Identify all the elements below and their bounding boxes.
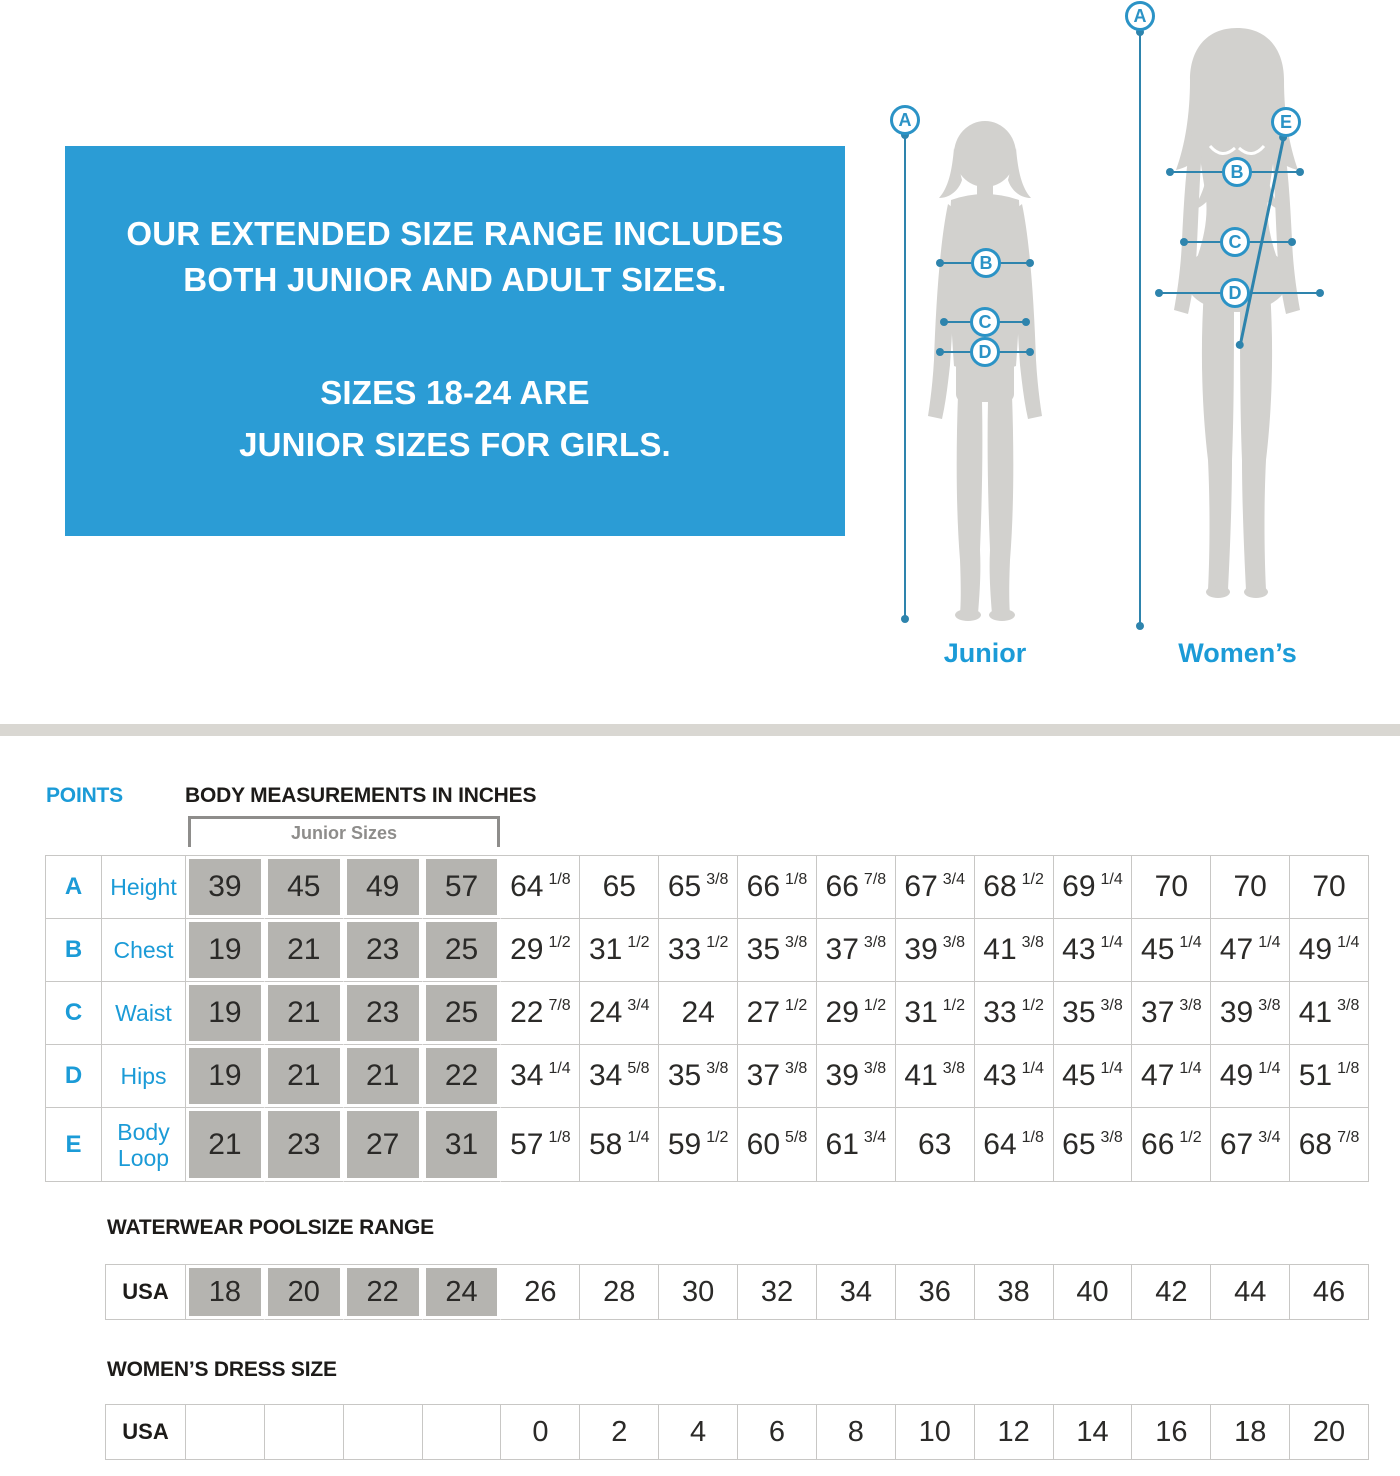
adult-size-cell <box>1290 1108 1369 1182</box>
poolsize-table <box>105 1264 1369 1320</box>
measurement-value: 69 <box>1062 870 1096 903</box>
measurement-value: 37 <box>825 933 859 966</box>
poolsize-adult-cell: 32 <box>738 1265 817 1320</box>
dress-size-cell: 6 <box>738 1405 817 1460</box>
poolsize-heading: WATERWEAR POOLSIZE RANGE <box>107 1216 434 1239</box>
measurement-fraction: 3/8 <box>785 1060 808 1077</box>
adult-size-cell <box>1290 982 1369 1045</box>
measurement-fraction: 3/8 <box>1179 997 1202 1014</box>
adult-size-cell <box>1054 1108 1133 1182</box>
junior-size-cell: 23 <box>344 982 423 1045</box>
measurement-fraction: 3/8 <box>706 1060 729 1077</box>
measurement-value: 51 <box>1298 1059 1333 1092</box>
measurement-value: 41 <box>983 933 1017 966</box>
junior-size-cell: 45 <box>265 856 344 919</box>
junior-size-cell: 21 <box>265 982 344 1045</box>
junior-size-cell: 39 <box>186 856 265 919</box>
adult-size-cell <box>501 919 580 982</box>
measurement-value: 27 <box>746 996 781 1029</box>
dress-usa-label-cell: USA <box>106 1405 186 1460</box>
junior-height-line <box>904 134 906 620</box>
junior-silhouette <box>898 120 1072 622</box>
point-letter-cell: C <box>46 982 102 1045</box>
measurement-fraction: 3/4 <box>1258 1128 1281 1146</box>
point-label-cell: Body Loop <box>102 1108 186 1182</box>
measurement-fraction: 1/4 <box>1100 934 1123 951</box>
point-letter-cell: E <box>46 1108 102 1182</box>
body-measurements-heading: BODY MEASUREMENTS IN INCHES <box>185 784 537 807</box>
measurement-fraction: 1/2 <box>1021 997 1044 1014</box>
measurement-value: 37 <box>1141 996 1175 1029</box>
measurement-value: 61 <box>825 1127 859 1161</box>
dress-size-table <box>105 1404 1369 1460</box>
poolsize-junior-cell: 24 <box>423 1265 502 1320</box>
measurement-value: 49 <box>1219 1059 1254 1092</box>
adult-size-cell <box>501 1108 580 1182</box>
measurement-value: 31 <box>904 996 938 1029</box>
banner-text-secondary <box>239 367 671 471</box>
poolsize-adult-cell: 38 <box>975 1265 1054 1320</box>
poolsize-adult-cell: 28 <box>580 1265 659 1320</box>
junior-size-cell: 19 <box>186 1045 265 1108</box>
info-banner <box>65 146 845 536</box>
point-letter-cell: B <box>46 919 102 982</box>
measurement-value: 65 <box>667 870 702 903</box>
poolsize-junior-cell: 22 <box>344 1265 423 1320</box>
adult-size-cell <box>1211 1108 1290 1182</box>
adult-size-cell <box>738 1045 817 1108</box>
measurement-value: 70 <box>1233 870 1267 903</box>
adult-size-cell <box>1132 1108 1211 1182</box>
dress-size-cell: 8 <box>817 1405 896 1460</box>
banner-line: BOTH JUNIOR AND ADULT SIZES. <box>183 261 727 298</box>
womens-height-line <box>1139 31 1141 627</box>
measurement-fraction: 1/2 <box>785 997 808 1014</box>
adult-size-cell <box>738 856 817 919</box>
dress-empty-cell <box>423 1405 502 1460</box>
measurement-value: 35 <box>1062 996 1096 1029</box>
junior-size-cell: 22 <box>423 1045 502 1108</box>
measurement-fraction: 1/4 <box>1258 1060 1281 1077</box>
measurement-fraction: 1/4 <box>1258 934 1281 951</box>
junior-size-cell: 23 <box>265 1108 344 1182</box>
adult-size-cell <box>1132 982 1211 1045</box>
measurement-fraction: 1/4 <box>1021 1060 1044 1077</box>
womens-point-d-marker: D <box>1220 278 1250 308</box>
measurement-fraction: 1/4 <box>548 1060 571 1077</box>
measurement-fraction: 1/8 <box>785 871 808 888</box>
junior-point-c-marker: C <box>970 307 1000 337</box>
adult-size-cell <box>580 982 659 1045</box>
adult-size-cell <box>1290 1045 1369 1108</box>
poolsize-junior-cell: 18 <box>186 1265 265 1320</box>
measurement-value: 34 <box>510 1059 544 1092</box>
measurement-value: 41 <box>904 1059 938 1092</box>
measurement-fraction: 1/2 <box>942 997 966 1014</box>
measurement-value: 67 <box>1219 1127 1254 1161</box>
measurement-value: 29 <box>510 933 544 966</box>
measurement-value: 39 <box>904 933 938 966</box>
measurement-fraction: 3/4 <box>627 997 650 1014</box>
adult-size-cell <box>1211 1045 1290 1108</box>
measurement-fraction: 3/8 <box>863 1060 887 1077</box>
point-label-cell: Height <box>102 856 186 919</box>
measurement-value: 43 <box>1062 933 1096 966</box>
adult-size-cell <box>1132 919 1211 982</box>
measurement-value: 59 <box>667 1127 702 1161</box>
measurement-fraction: 1/2 <box>548 934 571 951</box>
measurement-fraction: 1/4 <box>1100 871 1123 888</box>
junior-size-cell: 25 <box>423 919 502 982</box>
poolsize-adult-cell: 30 <box>659 1265 738 1320</box>
adult-size-cell <box>1211 856 1290 919</box>
measurement-fraction: 7/8 <box>1337 1128 1360 1146</box>
adult-size-cell <box>1290 856 1369 919</box>
measurement-fraction: 7/8 <box>863 871 887 888</box>
measurement-value: 35 <box>746 933 781 966</box>
measurement-fraction: 1/2 <box>706 1128 729 1146</box>
womens-point-a-marker: A <box>1125 1 1155 31</box>
measurement-value: 66 <box>746 870 781 903</box>
adult-size-cell <box>738 1108 817 1182</box>
measurement-value: 37 <box>746 1059 781 1092</box>
dress-size-cell: 14 <box>1054 1405 1133 1460</box>
adult-size-cell <box>659 1045 738 1108</box>
measurement-fraction: 1/8 <box>548 871 571 888</box>
measurement-value: 24 <box>681 996 715 1029</box>
dress-empty-cell <box>265 1405 344 1460</box>
measurement-fraction: 1/2 <box>706 934 729 951</box>
adult-size-cell <box>1211 982 1290 1045</box>
adult-size-cell <box>580 856 659 919</box>
measurement-fraction: 1/4 <box>1179 934 1202 951</box>
measurement-fraction: 3/8 <box>1258 997 1281 1014</box>
junior-point-a-marker: A <box>890 105 920 135</box>
dress-size-cell: 20 <box>1290 1405 1369 1460</box>
adult-size-cell <box>501 856 580 919</box>
measurement-value: 65 <box>1062 1127 1096 1161</box>
measurement-value: 39 <box>1219 996 1254 1029</box>
measurement-fraction: 1/4 <box>627 1128 650 1146</box>
measurement-value: 43 <box>983 1059 1017 1092</box>
poolsize-adult-cell: 44 <box>1211 1265 1290 1320</box>
banner-line: OUR EXTENDED SIZE RANGE INCLUDES <box>126 215 784 252</box>
dress-empty-cell <box>344 1405 423 1460</box>
measurement-fraction: 1/2 <box>863 997 887 1014</box>
measurement-value: 57 <box>510 1127 544 1161</box>
measurement-value: 47 <box>1141 1059 1175 1092</box>
womens-point-e-marker: E <box>1271 107 1301 137</box>
measurement-fraction: 1/8 <box>548 1128 571 1146</box>
measurement-fraction: 1/2 <box>627 934 650 951</box>
measurement-value: 66 <box>1141 1127 1175 1161</box>
womens-figure-label: Women’s <box>1178 638 1297 668</box>
point-label-cell: Hips <box>102 1045 186 1108</box>
banner-text-primary <box>126 211 783 303</box>
adult-size-cell <box>659 856 738 919</box>
banner-line: JUNIOR SIZES FOR GIRLS. <box>239 426 671 463</box>
measurement-value: 24 <box>588 996 623 1029</box>
dress-size-cell: 0 <box>501 1405 580 1460</box>
measurement-value: 29 <box>825 996 859 1029</box>
measurement-fraction: 3/8 <box>785 934 808 951</box>
poolsize-adult-cell: 46 <box>1290 1265 1369 1320</box>
measurement-fraction: 1/8 <box>1021 1128 1044 1146</box>
measurement-value: 22 <box>510 996 544 1029</box>
measurement-fraction: 3/8 <box>942 1060 966 1077</box>
junior-size-cell: 21 <box>186 1108 265 1182</box>
adult-size-cell <box>817 919 896 982</box>
measurement-value: 66 <box>825 870 859 903</box>
measurement-value: 67 <box>904 870 938 903</box>
adult-size-cell <box>896 982 975 1045</box>
adult-size-cell <box>1290 919 1369 982</box>
junior-point-b-marker: B <box>971 248 1001 278</box>
measurement-fraction: 1/2 <box>1021 871 1044 888</box>
adult-size-cell <box>1211 919 1290 982</box>
poolsize-junior-cell: 20 <box>265 1265 344 1320</box>
junior-sizes-bracket-label: Junior Sizes <box>290 822 398 843</box>
point-label-cell: Chest <box>102 919 186 982</box>
poolsize-adult-cell: 34 <box>817 1265 896 1320</box>
poolsize-adult-cell: 36 <box>896 1265 975 1320</box>
poolsize-usa-label-cell: USA <box>106 1265 186 1320</box>
point-label-cell: Waist <box>102 982 186 1045</box>
measurement-value: 47 <box>1219 933 1254 966</box>
point-letter-cell: A <box>46 856 102 919</box>
measurement-fraction: 1/4 <box>1179 1060 1202 1077</box>
measurement-value: 31 <box>588 933 623 966</box>
measurement-fraction: 3/8 <box>1100 997 1123 1014</box>
adult-size-cell <box>975 919 1054 982</box>
measurement-fraction: 3/8 <box>1021 934 1044 951</box>
adult-size-cell <box>975 982 1054 1045</box>
junior-size-cell: 49 <box>344 856 423 919</box>
measurement-value: 49 <box>1298 933 1333 966</box>
adult-size-cell <box>896 1045 975 1108</box>
adult-size-cell <box>1054 856 1133 919</box>
measurement-value: 60 <box>746 1127 781 1161</box>
adult-size-cell <box>738 982 817 1045</box>
junior-size-cell: 25 <box>423 982 502 1045</box>
section-divider <box>0 724 1400 736</box>
measurement-fraction: 5/8 <box>627 1060 650 1077</box>
measurement-value: 41 <box>1298 996 1333 1029</box>
adult-size-cell <box>659 1108 738 1182</box>
measurement-value: 33 <box>667 933 702 966</box>
measurement-fraction: 1/8 <box>1337 1060 1360 1077</box>
junior-size-cell: 21 <box>344 1045 423 1108</box>
adult-size-cell <box>975 1045 1054 1108</box>
dress-size-cell: 18 <box>1211 1405 1290 1460</box>
measurement-value: 64 <box>983 1127 1017 1161</box>
adult-size-cell <box>1132 1045 1211 1108</box>
measurement-value: 45 <box>1141 933 1175 966</box>
banner-line: SIZES 18-24 ARE <box>320 374 590 411</box>
measurement-fraction: 7/8 <box>548 997 571 1014</box>
adult-size-cell <box>659 982 738 1045</box>
poolsize-adult-cell: 42 <box>1132 1265 1211 1320</box>
adult-size-cell <box>1132 856 1211 919</box>
adult-size-cell <box>738 919 817 982</box>
point-letter-cell: D <box>46 1045 102 1108</box>
adult-size-cell <box>1054 919 1133 982</box>
points-heading: POINTS <box>46 784 123 807</box>
adult-size-cell <box>817 982 896 1045</box>
junior-size-cell: 19 <box>186 919 265 982</box>
adult-size-cell <box>501 982 580 1045</box>
adult-size-cell <box>1054 982 1133 1045</box>
dress-size-cell: 16 <box>1132 1405 1211 1460</box>
junior-point-d-marker: D <box>970 337 1000 367</box>
measurement-value: 34 <box>588 1059 623 1092</box>
poolsize-adult-cell: 26 <box>501 1265 580 1320</box>
measurement-fraction: 3/8 <box>942 934 966 951</box>
measurement-value: 68 <box>983 870 1017 903</box>
measurement-value: 68 <box>1298 1127 1333 1161</box>
junior-figure-label: Junior <box>943 638 1027 668</box>
measurement-value: 70 <box>1154 870 1189 903</box>
junior-sizes-bracket <box>188 816 500 847</box>
measurement-fraction: 3/8 <box>863 934 887 951</box>
junior-size-cell: 21 <box>265 1045 344 1108</box>
adult-size-cell <box>501 1045 580 1108</box>
adult-size-cell <box>817 1045 896 1108</box>
junior-size-cell: 27 <box>344 1108 423 1182</box>
dress-size-heading: WOMEN’S DRESS SIZE <box>107 1358 337 1381</box>
body-measurements-table <box>45 855 1369 1182</box>
adult-size-cell <box>817 1108 896 1182</box>
measurement-value: 35 <box>667 1059 702 1092</box>
dress-size-cell: 4 <box>659 1405 738 1460</box>
measurement-value: 63 <box>918 1127 952 1161</box>
dress-size-cell: 10 <box>896 1405 975 1460</box>
measurement-fraction: 3/8 <box>1337 997 1360 1014</box>
measurement-value: 65 <box>602 870 636 903</box>
measurement-value: 58 <box>588 1127 623 1161</box>
junior-size-cell: 31 <box>423 1108 502 1182</box>
measurement-fraction: 3/8 <box>1100 1128 1123 1146</box>
junior-size-cell: 23 <box>344 919 423 982</box>
measurement-fraction: 5/8 <box>785 1128 808 1146</box>
adult-size-cell <box>580 1108 659 1182</box>
womens-point-c-marker: C <box>1220 227 1250 257</box>
measurement-fraction: 3/4 <box>942 871 966 888</box>
junior-size-cell: 57 <box>423 856 502 919</box>
adult-size-cell <box>975 856 1054 919</box>
measurement-fraction: 3/8 <box>706 871 729 888</box>
measurement-value: 33 <box>983 996 1017 1029</box>
junior-size-cell: 21 <box>265 919 344 982</box>
adult-size-cell <box>817 856 896 919</box>
measurement-fraction: 1/4 <box>1100 1060 1123 1077</box>
adult-size-cell <box>896 856 975 919</box>
poolsize-adult-cell: 40 <box>1054 1265 1133 1320</box>
womens-point-b-marker: B <box>1222 157 1252 187</box>
measurement-value: 39 <box>825 1059 859 1092</box>
adult-size-cell <box>580 1045 659 1108</box>
measurement-value: 64 <box>510 870 544 903</box>
measurement-fraction: 1/4 <box>1337 934 1360 951</box>
adult-size-cell <box>659 919 738 982</box>
junior-size-cell: 19 <box>186 982 265 1045</box>
measurement-fraction: 3/4 <box>863 1128 887 1146</box>
adult-size-cell <box>1054 1045 1133 1108</box>
adult-size-cell <box>896 919 975 982</box>
adult-size-cell <box>975 1108 1054 1182</box>
measurement-value: 70 <box>1312 870 1346 903</box>
dress-size-cell: 2 <box>580 1405 659 1460</box>
measurement-value: 45 <box>1062 1059 1096 1092</box>
dress-size-cell: 12 <box>975 1405 1054 1460</box>
adult-size-cell <box>580 919 659 982</box>
adult-size-cell <box>896 1108 975 1182</box>
measurement-fraction: 1/2 <box>1179 1128 1202 1146</box>
dress-empty-cell <box>186 1405 265 1460</box>
